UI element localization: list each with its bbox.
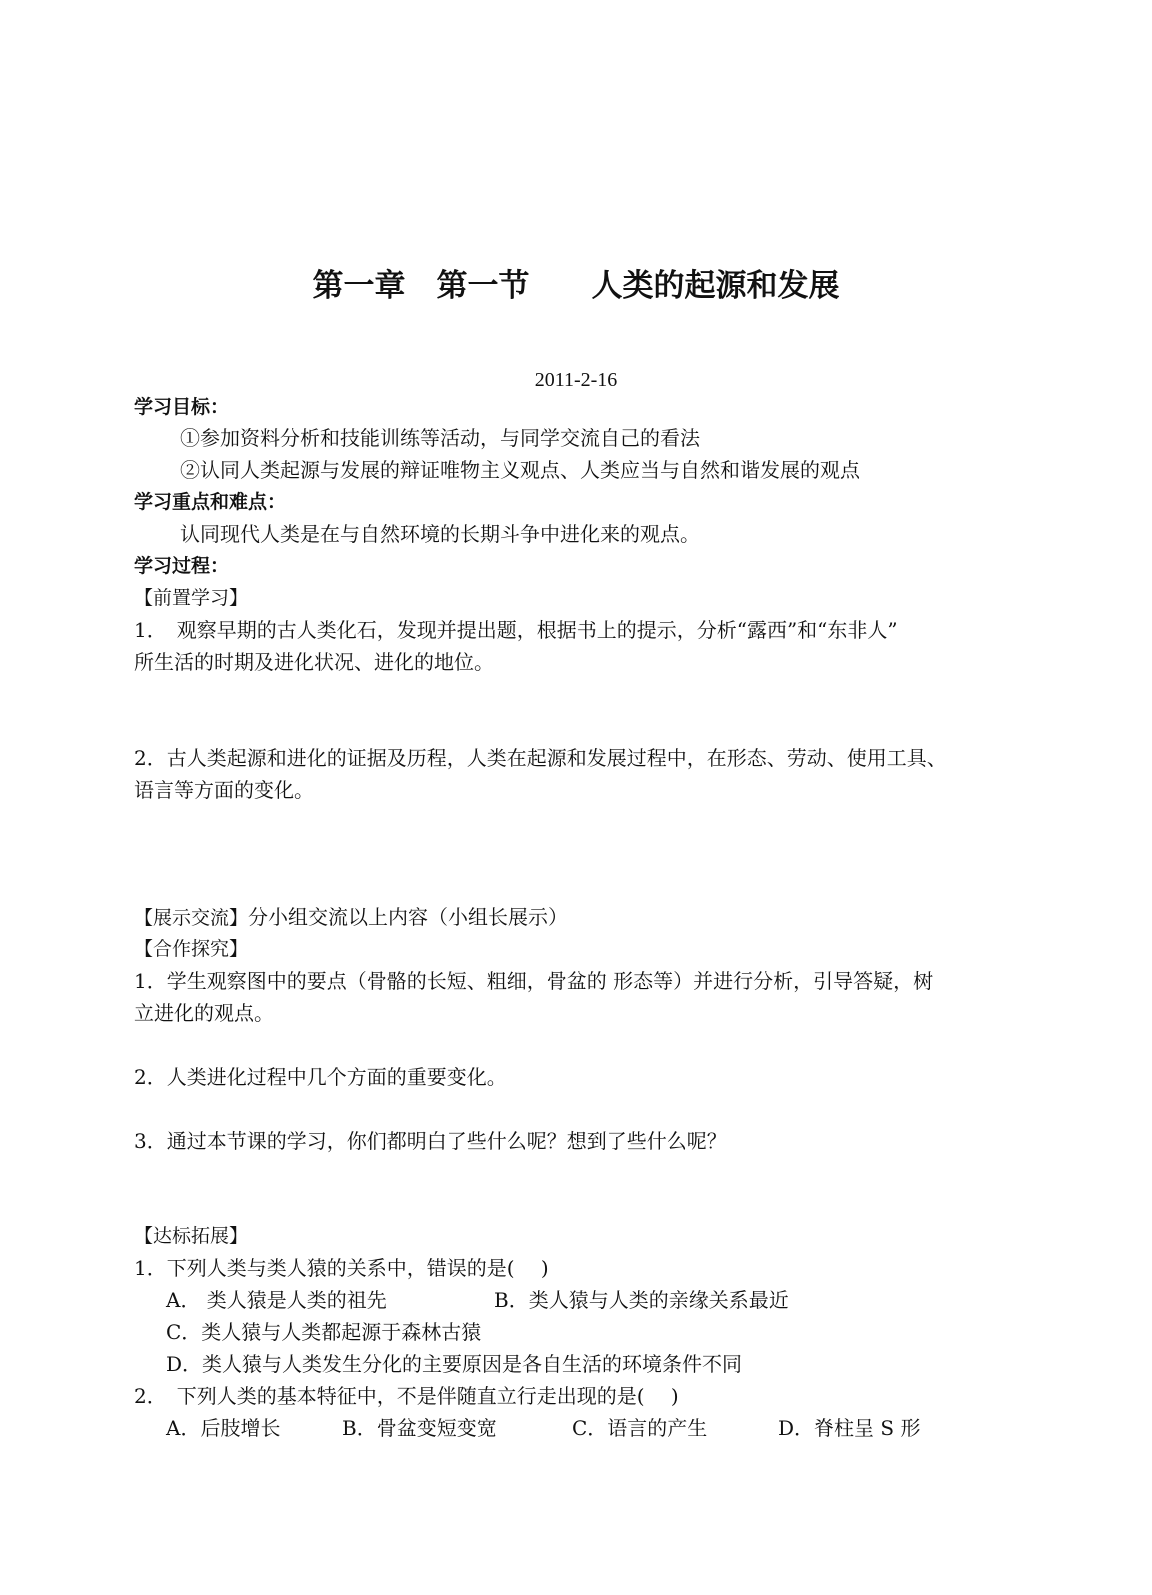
process-heading: 学习过程：	[134, 555, 230, 577]
extend-question-1-stem: 1．下列人类与类人猿的关系中，错误的是( )	[134, 1256, 549, 1280]
document-date: 2011-2-16	[534, 369, 618, 391]
extend-question-1-option-a: A． 类人猿是人类的祖先	[166, 1288, 387, 1312]
objectives-heading: 学习目标：	[134, 396, 230, 418]
coop-question-1-line-1: 1．学生观察图中的要点（骨骼的长短、粗细，骨盆的 形态等）并进行分析，引导答疑，树	[134, 969, 934, 993]
extend-question-1-option-c: C．类人猿与人类都起源于森林古猿	[166, 1320, 482, 1344]
coop-question-1-line-2: 立进化的观点。	[134, 1001, 274, 1025]
extend-heading: 【达标拓展】	[134, 1225, 249, 1247]
show-heading: 【展示交流】	[134, 907, 249, 929]
extend-question-1-option-b: B．类人猿与人类的亲缘关系最近	[494, 1288, 789, 1312]
show-text: 分小组交流以上内容（小组长展示）	[248, 905, 569, 929]
extend-question-2-stem: 2． 下列人类的基本特征中，不是伴随直立行走出现的是( )	[134, 1384, 679, 1408]
coop-heading: 【合作探究】	[134, 938, 249, 960]
pre-study-question-1-line-1: 1． 观察早期的古人类化石，发现并提出题，根据书上的提示，分析“露西”和“东非人”	[134, 618, 898, 642]
objective-item-1: ①参加资料分析和技能训练等活动，与同学交流自己的看法	[180, 426, 700, 450]
key-points-heading: 学习重点和难点：	[134, 491, 287, 513]
coop-question-2: 2．人类进化过程中几个方面的重要变化。	[134, 1065, 507, 1089]
show-section	[134, 903, 568, 932]
pre-study-question-2-line-1: 2．古人类起源和进化的证据及历程，人类在起源和发展过程中，在形态、劳动、使用工具、	[134, 746, 947, 770]
objective-item-2: ②认同人类起源与发展的辩证唯物主义观点、人类应当与自然和谐发展的观点	[180, 458, 860, 482]
extend-question-1-option-d: D．类人猿与人类发生分化的主要原因是各自生活的环境条件不同	[166, 1352, 743, 1376]
extend-question-2-option-b: B．骨盆变短变宽	[342, 1416, 497, 1440]
extend-question-2-option-d: D．脊柱呈 S 形	[778, 1416, 921, 1440]
pre-study-heading: 【前置学习】	[134, 587, 249, 609]
extend-question-2-option-a: A．后肢增长	[166, 1416, 281, 1440]
extend-question-2-option-c: C．语言的产生	[572, 1416, 708, 1440]
pre-study-question-2-line-2: 语言等方面的变化。	[134, 778, 314, 802]
key-points-text: 认同现代人类是在与自然环境的长期斗争中进化来的观点。	[180, 522, 700, 546]
coop-question-3: 3．通过本节课的学习，你们都明白了些什么呢？想到了些什么呢？	[134, 1129, 727, 1153]
page-title: 第一章 第一节 人类的起源和发展	[312, 268, 840, 304]
pre-study-question-1-line-2: 所生活的时期及进化状况、进化的地位。	[134, 650, 494, 674]
